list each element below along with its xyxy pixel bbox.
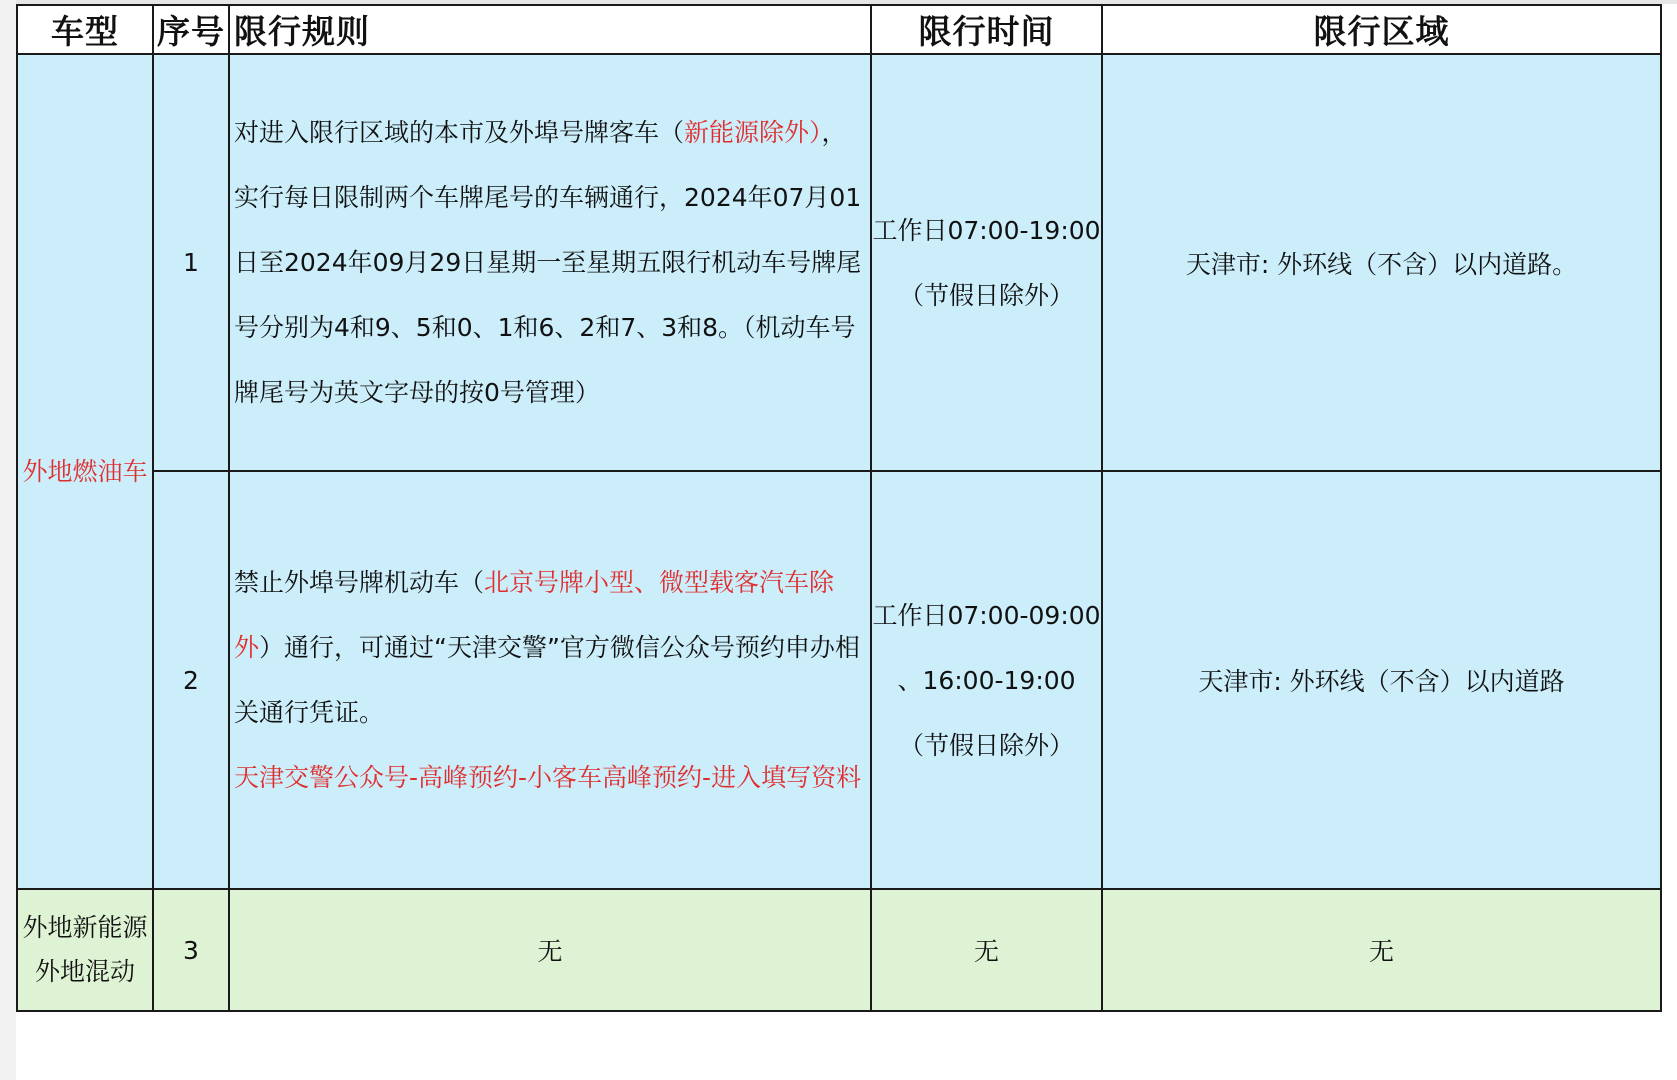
area-text: 天津市: 外环线（不含）以内道路 bbox=[1198, 667, 1565, 696]
vehicle-type-cell[interactable] bbox=[17, 54, 153, 889]
rule-note: 天津交警公众号-高峰预约-小客车高峰预约-进入填写资料 bbox=[234, 763, 862, 792]
area-cell[interactable] bbox=[1102, 54, 1661, 471]
rule-text: ，实行每日限制两个车牌尾号的车辆通行，2024年07月01日至2024年09月29日星期一至星期五限行机动车号牌尾号分别为4和9、5和0、1和6、2和7、3和8。（机动车号牌尾号为英文字母的按0号管理） bbox=[234, 118, 862, 407]
table-row bbox=[17, 54, 1661, 471]
row-number: 3 bbox=[183, 935, 199, 965]
rule-highlight: 北京号牌小型、微型载客汽车除外 bbox=[234, 568, 835, 662]
area-cell[interactable] bbox=[1102, 889, 1661, 1011]
time-cell[interactable] bbox=[871, 54, 1102, 471]
rule-text: ）通行，可通过“天津交警”官方微信公众号预约申办相关通行凭证。 bbox=[234, 633, 860, 727]
vehicle-type-hybrid: 外地混动 bbox=[34, 957, 135, 986]
number-cell[interactable] bbox=[153, 54, 229, 471]
time-cell[interactable] bbox=[871, 471, 1102, 889]
rule-highlight: 新能源除外） bbox=[684, 118, 822, 147]
rule-cell[interactable] bbox=[229, 889, 871, 1011]
time-text: 工作日07:00-19:00 bbox=[872, 215, 1101, 245]
area-text: 无 bbox=[1368, 937, 1394, 966]
row-number: 2 bbox=[183, 665, 199, 695]
rule-cell[interactable] bbox=[229, 54, 871, 471]
time-text: 工作日07:00-09:00 bbox=[872, 600, 1101, 630]
time-note: （节假日除外） bbox=[898, 730, 1074, 760]
table-row bbox=[17, 471, 1661, 889]
area-cell[interactable] bbox=[1102, 471, 1661, 889]
restriction-table bbox=[16, 4, 1662, 1012]
header-rule[interactable]: 限行规则 bbox=[229, 5, 871, 54]
rule-text: 禁止外埠号牌机动车（ bbox=[234, 568, 485, 597]
time-text: 、16:00-19:00 bbox=[897, 665, 1076, 695]
sheet-row-gutter bbox=[0, 0, 16, 1080]
rule-cell[interactable] bbox=[229, 471, 871, 889]
rule-text: 对进入限行区域的本市及外埠号牌客车（ bbox=[234, 118, 685, 147]
vehicle-type-cell[interactable] bbox=[17, 889, 153, 1011]
time-text: 无 bbox=[973, 937, 999, 966]
header-vehicle-type[interactable]: 车型 bbox=[17, 5, 153, 54]
vehicle-type-nev: 外地新能源 bbox=[22, 913, 148, 942]
table-row bbox=[17, 889, 1661, 1011]
time-cell[interactable] bbox=[871, 889, 1102, 1011]
area-text: 天津市: 外环线（不含）以内道路。 bbox=[1185, 249, 1578, 279]
time-note: （节假日除外） bbox=[898, 280, 1074, 310]
number-cell[interactable] bbox=[153, 889, 229, 1011]
vehicle-type-fuel: 外地燃油车 bbox=[22, 456, 148, 486]
row-number: 1 bbox=[183, 248, 199, 277]
header-row bbox=[17, 5, 1661, 54]
header-time[interactable]: 限行时间 bbox=[871, 5, 1102, 54]
number-cell[interactable] bbox=[153, 471, 229, 889]
header-number[interactable]: 序号 bbox=[153, 5, 229, 54]
header-area[interactable]: 限行区域 bbox=[1102, 5, 1661, 54]
rule-text: 无 bbox=[537, 937, 563, 966]
